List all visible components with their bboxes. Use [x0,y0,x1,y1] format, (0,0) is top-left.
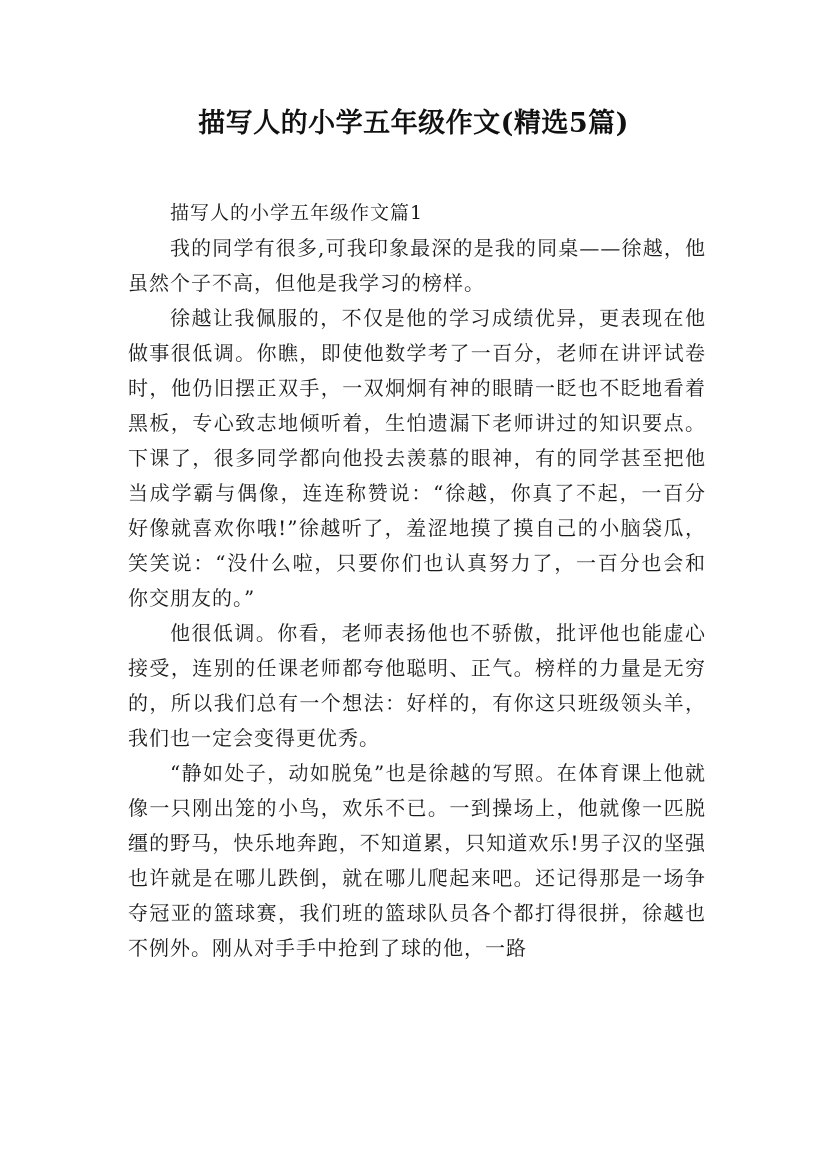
section-heading: 描写人的小学五年级作文篇1 [170,202,424,224]
paragraph-3: 他很低调。你看，老师表扬他也不骄傲，批评他也能虚心接受，连别的任课老师都夸他聪明、正气。榜样的力量是无穷的，所以我们总有一个想法：好样的，有你这只班级领头羊，我们也一定会变得更优秀。 [128,621,706,750]
paragraph-1: 我的同学有很多,可我印象最深的是我的同桌——徐越，他虽然个子不高，但他是我学习的榜样。 [128,236,706,295]
paragraph-4: “静如处子，动如脱兔”也是徐越的写照。在体育课上他就像一只刚出笼的小鸟，欢乐不已。一到操场上，他就像一匹脱缰的野马，快乐地奔跑，不知道累，只知道欢乐!男子汉的坚强也许就是在哪儿跌倒，就在哪儿爬起来吧。还记得那是一场争夺冠亚的篮球赛，我们班的篮球队员各个都打得很拼，徐越也不例外。刚从对手手中抢到了球的他，一路 [128,761,706,960]
document-title: 描写人的小学五年级作文(精选5篇) [198,108,629,139]
paragraph-2: 徐越让我佩服的，不仅是他的学习成绩优异，更表现在他做事很低调。你瞧，即使他数学考了一百分，老师在讲评试卷时，他仍旧摆正双手，一双炯炯有神的眼睛一眨也不眨地看着黑板，专心致志地倾听着，生怕遗漏下老师讲过的知识要点。下课了，很多同学都向他投去羡慕的眼神，有的同学甚至把他当成学霸与偶像，连连称赞说：“徐越，你真了不起，一百分好像就喜欢你哦!”徐越听了，羞涩地摸了摸自己的小脑袋瓜，笑笑说：“没什么啦，只要你们也认真努力了，一百分也会和你交朋友的。” [128,306,706,610]
document-body [128,196,706,966]
